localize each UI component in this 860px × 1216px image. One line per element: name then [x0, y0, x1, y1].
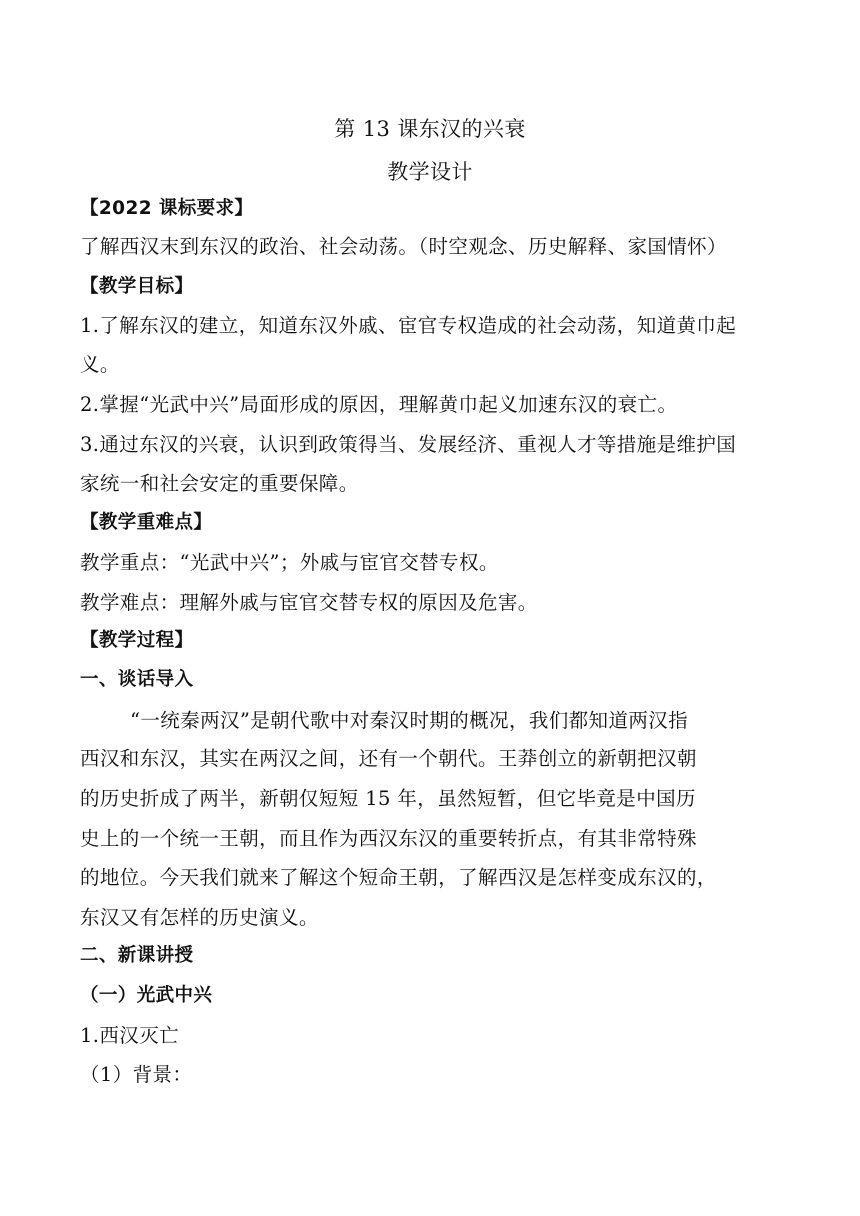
- section-heading-process: 【教学过程】: [80, 630, 194, 651]
- goal-1-line-2: 义。: [80, 353, 120, 376]
- document-subtitle: 教学设计: [387, 160, 473, 184]
- curriculum-text: 了解西汉末到东汉的政治、社会动荡。（时空观念、历史解释、家国情怀）: [80, 235, 727, 258]
- goal-3-line-2: 家统一和社会安定的重要保障。: [80, 472, 359, 495]
- goal-2: 2.掌握“光武中兴”局面形成的原因，理解黄巾起义加速东汉的衰亡。: [80, 393, 678, 416]
- key-point: 教学重点：“光武中兴”；外戚与宦官交替专权。: [80, 551, 499, 574]
- goal-1-line-1: 1.了解东汉的建立，知道东汉外戚、宦官专权造成的社会动荡，知道黄巾起: [80, 314, 737, 337]
- intro-paragraph-line-2: 西汉和东汉，其实在两汉之间，还有一个朝代。王莽创立的新朝把汉朝: [80, 747, 697, 770]
- item-1-sub: （1）背景：: [80, 1063, 193, 1086]
- section-heading-curriculum: 【2022 课标要求】: [80, 198, 254, 219]
- item-1: 1.西汉灭亡: [80, 1024, 180, 1047]
- document-title: 第 13 课东汉的兴衰: [334, 117, 526, 141]
- intro-paragraph-line-5: 的地位。今天我们就来了解这个短命王朝，了解西汉是怎样变成东汉的，: [80, 866, 717, 889]
- intro-paragraph-line-3: 的历史折成了两半，新朝仅短短 15 年，虽然短暂，但它毕竟是中国历: [80, 787, 696, 810]
- subsection-heading-guangwu: （一）光武中兴: [80, 985, 213, 1006]
- section-heading-goals: 【教学目标】: [80, 276, 194, 297]
- intro-paragraph-line-4: 史上的一个统一王朝，而且作为西汉东汉的重要转折点，有其非常特殊: [80, 827, 697, 850]
- goal-3-line-1: 3.通过东汉的兴衰，认识到政策得当、发展经济、重视人才等措施是维护国: [80, 433, 737, 456]
- intro-paragraph-line-6: 东汉又有怎样的历史演义。: [80, 906, 319, 929]
- part-2-heading: 二、新课讲授: [80, 945, 194, 966]
- section-heading-key-points: 【教学重难点】: [80, 512, 213, 533]
- intro-paragraph-line-1: “一统秦两汉”是朝代歌中对秦汉时期的概况，我们都知道两汉指: [130, 709, 689, 732]
- difficult-point: 教学难点：理解外戚与宦官交替专权的原因及危害。: [80, 591, 538, 614]
- part-1-heading: 一、谈话导入: [80, 669, 194, 690]
